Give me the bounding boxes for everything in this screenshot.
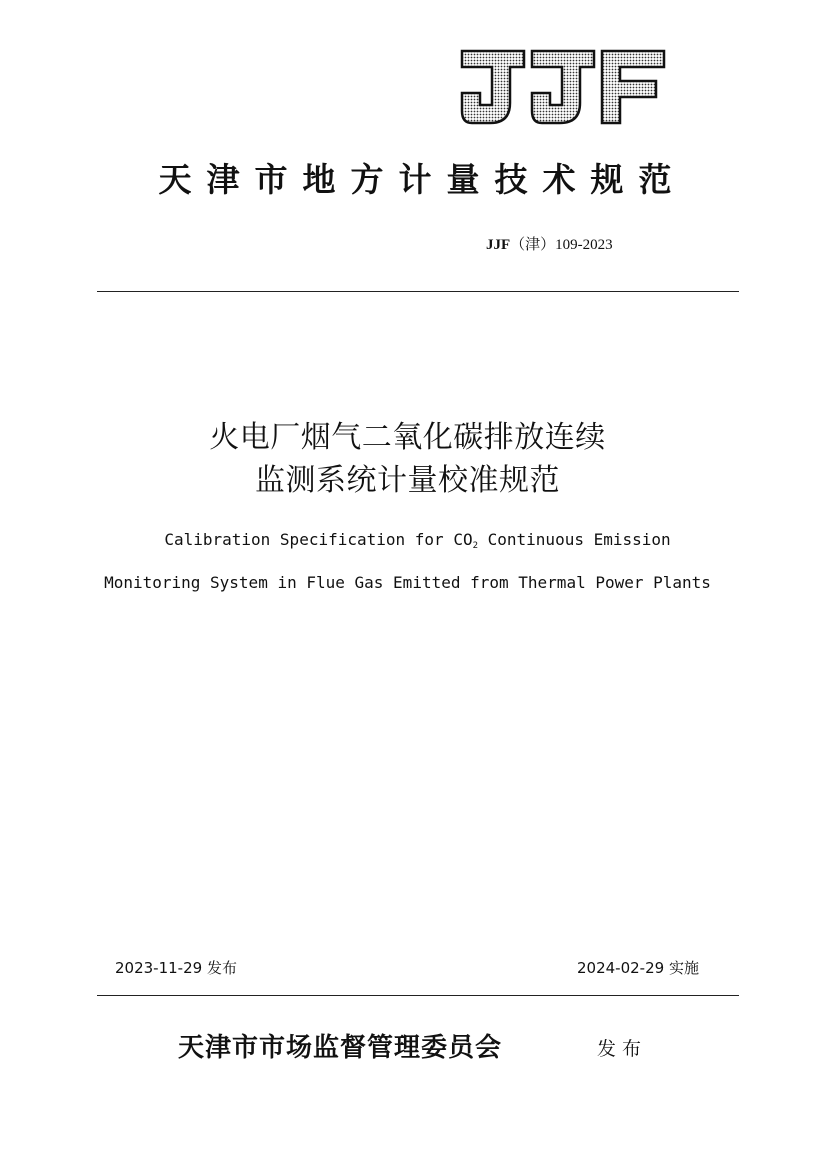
top-divider — [97, 291, 739, 292]
document-code — [486, 233, 613, 254]
title-zh-line2: 监测系统计量校准规范 — [255, 463, 560, 498]
title-en-line1-b: Continuous Emission — [478, 530, 671, 549]
title-zh-line1: 火电厂烟气二氧化碳排放连续 — [209, 420, 606, 455]
title-en-line2: Monitoring System in Flue Gas Emitted from Thermal Power Plants — [104, 573, 711, 592]
document-type: 天津市地方计量技术规范 — [158, 160, 687, 199]
title-en-line1-a: Calibration Specification for CO — [164, 530, 473, 549]
publish-label: 发布 — [597, 1038, 648, 1060]
bottom-divider — [97, 995, 739, 996]
implementation-date: 2024-02-29 实施 — [577, 959, 699, 977]
title-en-line1 — [0, 530, 815, 551]
issue-date: 2023-11-29 发布 — [115, 959, 237, 977]
publisher-name: 天津市市场监督管理委员会 — [178, 1033, 503, 1063]
document-code-number: （津）109-2023 — [510, 237, 613, 253]
title-en-subscript: 2 — [472, 541, 478, 551]
document-code-prefix: JJF — [486, 237, 511, 253]
jjf-logo — [458, 47, 668, 127]
